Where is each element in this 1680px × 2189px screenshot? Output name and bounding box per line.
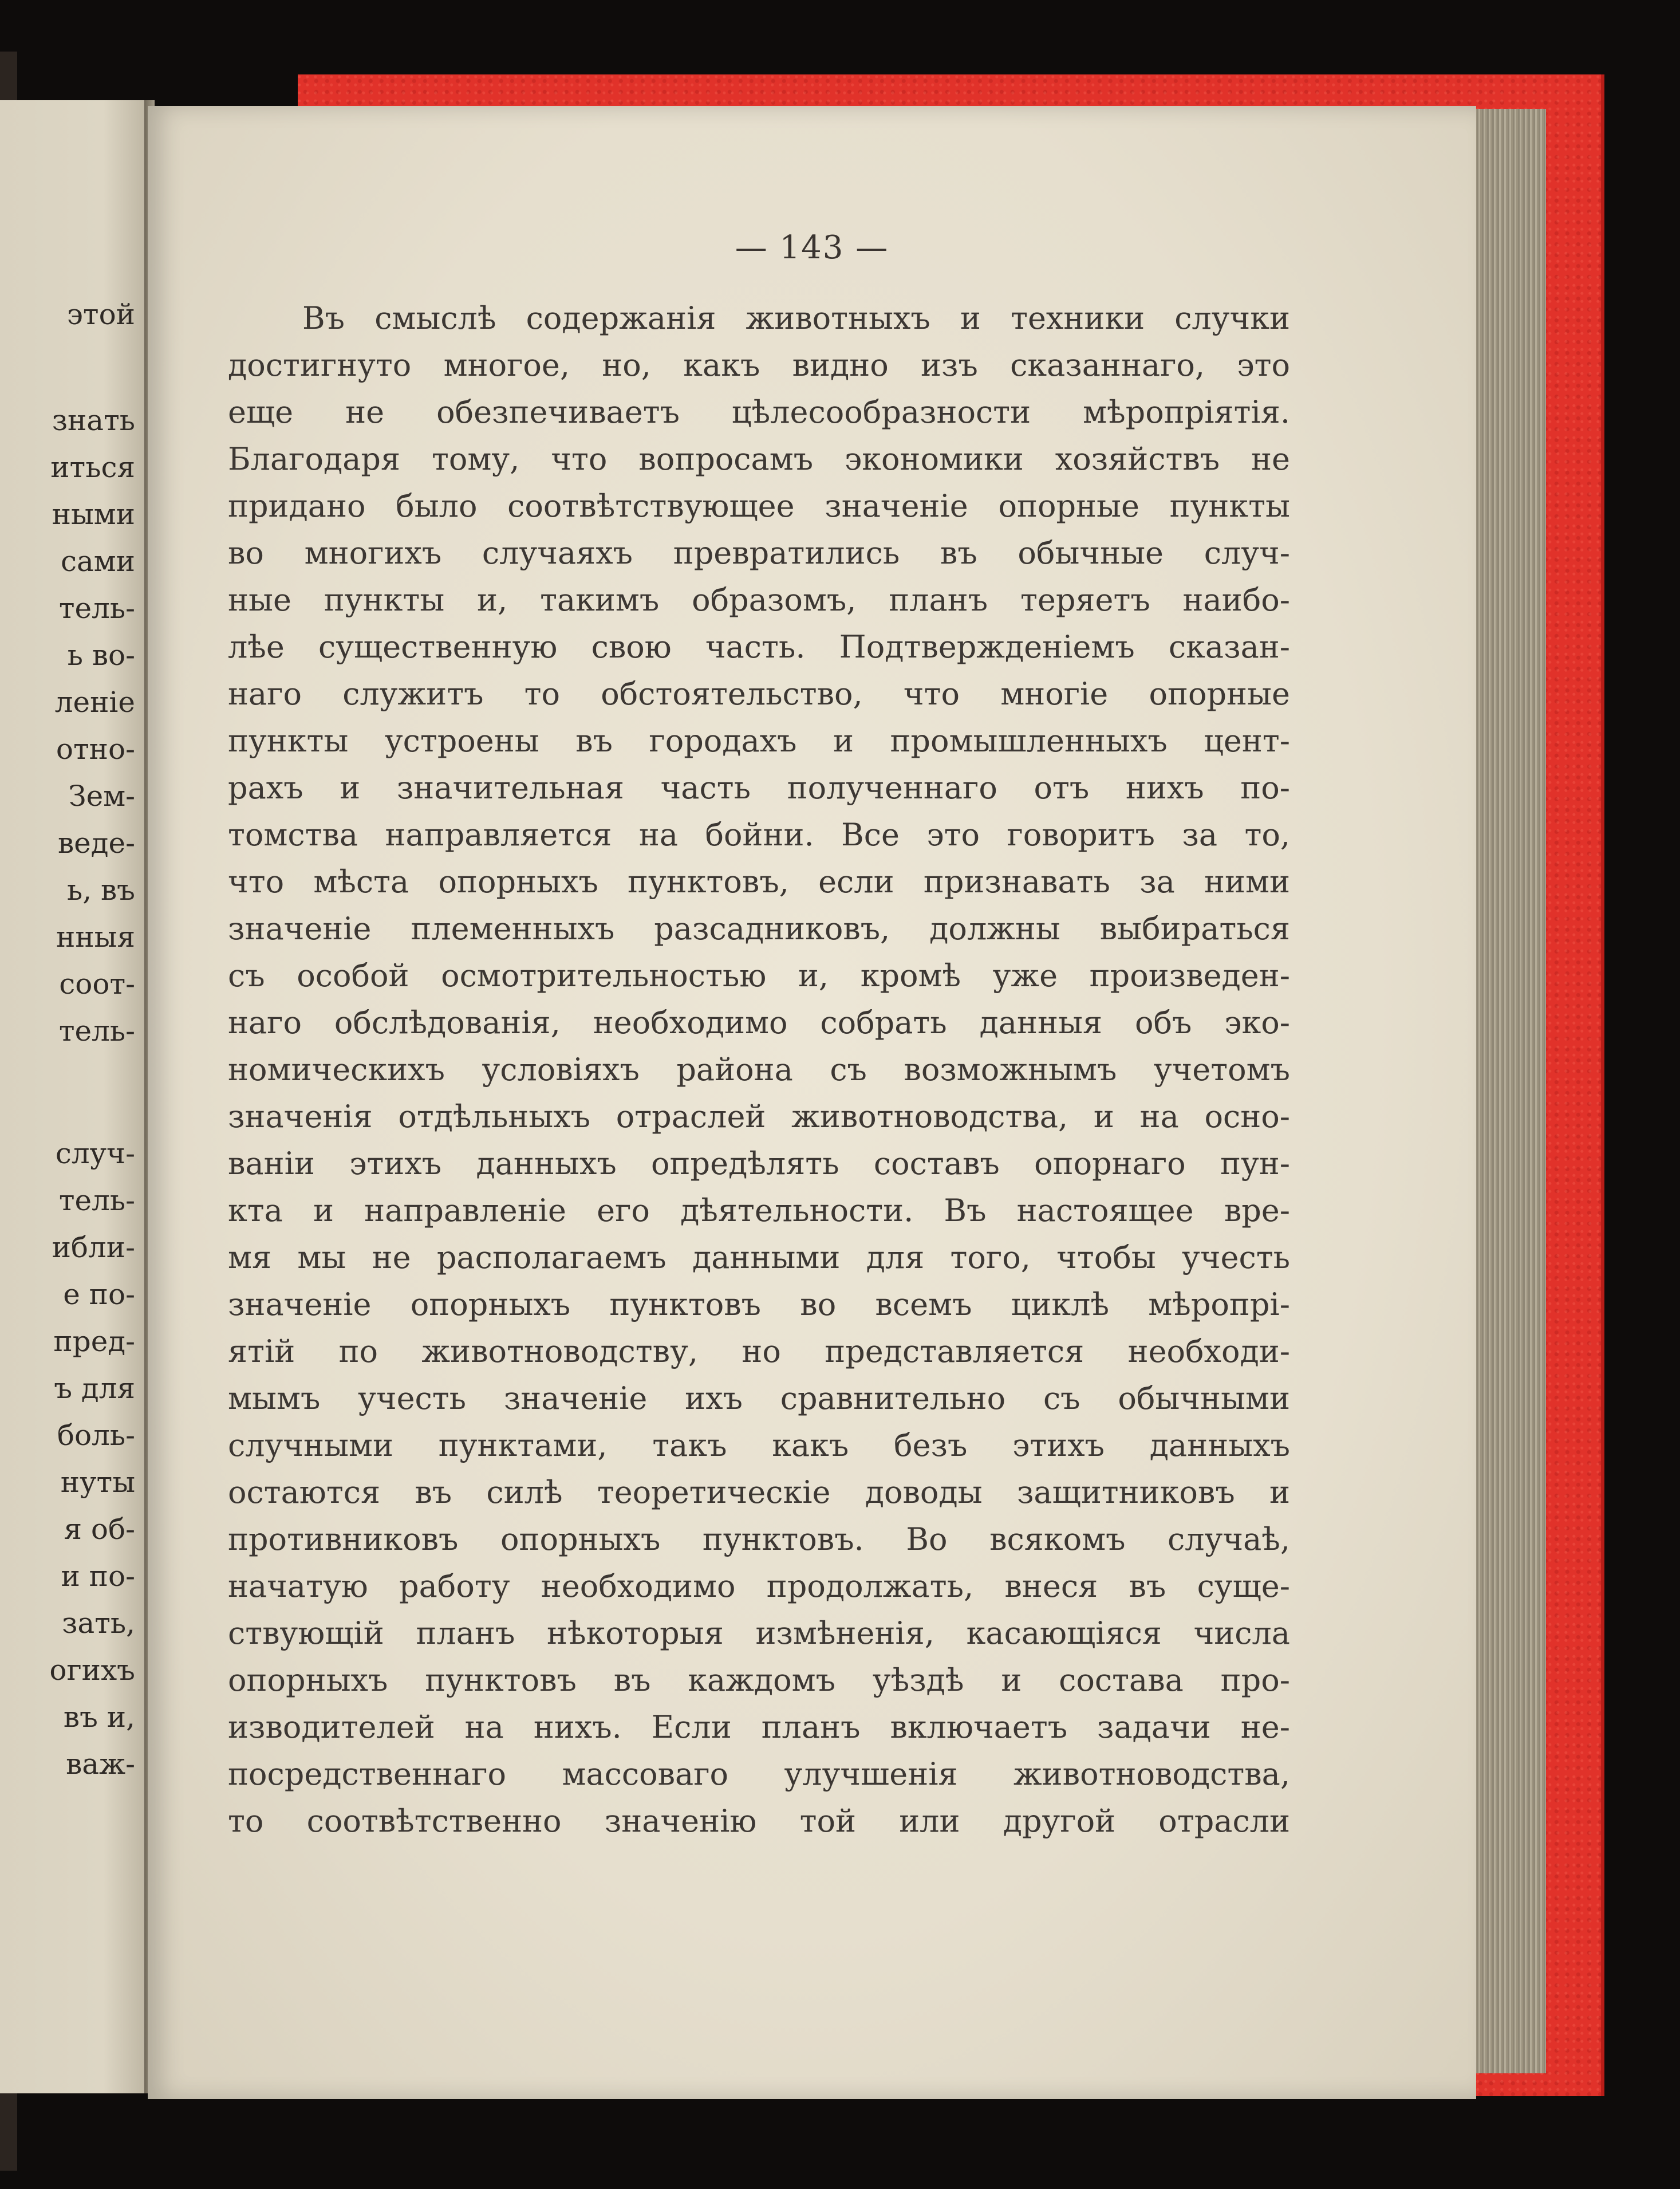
text-line: значеніе опорныхъ пунктовъ во всемъ циклѣ мѣропрі-: [228, 1286, 1290, 1322]
left-page-fragment: огихъ: [49, 1653, 135, 1687]
left-page-fragment: веде-: [57, 826, 135, 860]
body-text: [228, 295, 1290, 1845]
text-line: мымъ учесть значеніе ихъ сравнительно съ обычными: [228, 1380, 1290, 1416]
left-page-fragment: этой: [66, 298, 135, 331]
left-page-fragment: въ и,: [63, 1700, 135, 1734]
text-line: номическихъ условіяхъ района съ возможнымъ учетомъ: [228, 1052, 1290, 1088]
text-line: во многихъ случаяхъ превратились въ обычные случ-: [228, 535, 1290, 571]
left-page-fragment: боль-: [57, 1419, 135, 1452]
text-line: значеніе племенныхъ разсадниковъ, должны выбираться: [228, 911, 1290, 947]
left-page-fragment: Зем-: [68, 779, 135, 813]
text-line: остаются въ силѣ теоретическіе доводы защитниковъ и: [228, 1474, 1290, 1510]
left-page-fragment: тель-: [58, 1014, 135, 1048]
left-page-fragment: ь, въ: [67, 873, 135, 907]
left-page-fragment: ь во-: [67, 639, 135, 672]
text-line: Благодаря тому, что вопросамъ экономики хозяйствъ не: [228, 441, 1290, 477]
text-line: случными пунктами, такъ какъ безъ этихъ данныхъ: [228, 1427, 1290, 1463]
text-line: ные пункты и, такимъ образомъ, планъ теряетъ наибо-: [228, 582, 1290, 618]
text-line: лѣе существенную свою часть. Подтвержденіемъ сказан-: [228, 629, 1290, 665]
text-line: начатую работу необходимо продолжать, внеся въ суще-: [228, 1568, 1290, 1604]
text-line: что мѣста опорныхъ пунктовъ, если признавать за ними: [228, 864, 1290, 900]
left-page-fragment: ными: [52, 498, 135, 531]
left-page-fragment: и по-: [61, 1560, 135, 1593]
page-stack-edge: [1472, 109, 1546, 2073]
left-page-fragment: важ-: [66, 1747, 135, 1781]
left-page-fragment: нуты: [60, 1466, 135, 1499]
text-line: рахъ и значительная часть полученнаго отъ нихъ по-: [228, 770, 1290, 806]
text-line: мя мы не располагаемъ данными для того, чтобы учесть: [228, 1239, 1290, 1275]
left-page: [0, 100, 148, 2093]
left-page-fragment: е по-: [63, 1278, 135, 1311]
text-line: опорныхъ пунктовъ въ каждомъ уѣздѣ и состава про-: [228, 1662, 1290, 1698]
text-line: значенія отдѣльныхъ отраслей животноводства, и на осно-: [228, 1099, 1290, 1135]
left-page-fragment: леніе: [54, 686, 135, 719]
text-line: ваніи этихъ данныхъ опредѣлять составъ опорнаго пун-: [228, 1145, 1290, 1182]
text-line: еще не обезпечиваетъ цѣлесообразности мѣропріятія.: [228, 394, 1290, 430]
text-line: пункты устроены въ городахъ и промышленныхъ цент-: [228, 723, 1290, 759]
left-page-fragment: я об-: [64, 1513, 135, 1546]
left-page-fragment: тель-: [58, 1184, 135, 1217]
left-page-fragment: соот-: [59, 967, 135, 1001]
left-page-fragment: иться: [50, 451, 135, 484]
left-page-fragment: случ-: [55, 1137, 135, 1170]
text-line: наго служитъ то обстоятельство, что многіе опорные: [228, 676, 1290, 712]
left-page-fragment: сами: [60, 545, 135, 578]
text-line: кта и направленіе его дѣятельности. Въ настоящее вре-: [228, 1192, 1290, 1229]
text-line: противниковъ опорныхъ пунктовъ. Во всякомъ случаѣ,: [228, 1521, 1290, 1557]
left-page-fragment: пред-: [53, 1325, 135, 1358]
text-line: томства направляется на бойни. Все это говоритъ за то,: [228, 817, 1290, 853]
left-page-fragment: тель-: [58, 592, 135, 625]
text-line: то соотвѣтственно значенію той или другой отрасли: [228, 1803, 1290, 1839]
left-page-fragment: нныя: [56, 920, 135, 954]
left-page-fragment: зать,: [62, 1607, 135, 1640]
text-line: съ особой осмотрительностью и, кромѣ уже произведен-: [228, 958, 1290, 994]
left-page-fragment: знать: [52, 404, 135, 437]
text-line: Въ смыслѣ содержанія животныхъ и техники случки: [302, 300, 1290, 336]
left-page-fragment: ъ для: [54, 1372, 135, 1405]
text-line: ствующій планъ нѣкоторыя измѣненія, касающіяся числа: [228, 1615, 1290, 1651]
page-number: — 143 —: [735, 229, 889, 266]
left-page-fragment: отно-: [56, 733, 135, 766]
text-line: придано было соотвѣтствующее значеніе опорные пункты: [228, 488, 1290, 524]
text-line: ятій по животноводству, но представляется необходи-: [228, 1333, 1290, 1369]
left-page-fragment: ибли-: [52, 1231, 135, 1264]
text-line: наго обслѣдованія, необходимо собрать данныя объ эко-: [228, 1005, 1290, 1041]
text-line: изводителей на нихъ. Если планъ включаетъ задачи не-: [228, 1709, 1290, 1745]
text-line: достигнуто многое, но, какъ видно изъ сказаннаго, это: [228, 347, 1290, 383]
text-line: посредственнаго массоваго улучшенія животноводства,: [228, 1756, 1290, 1792]
right-page: [148, 106, 1476, 2099]
